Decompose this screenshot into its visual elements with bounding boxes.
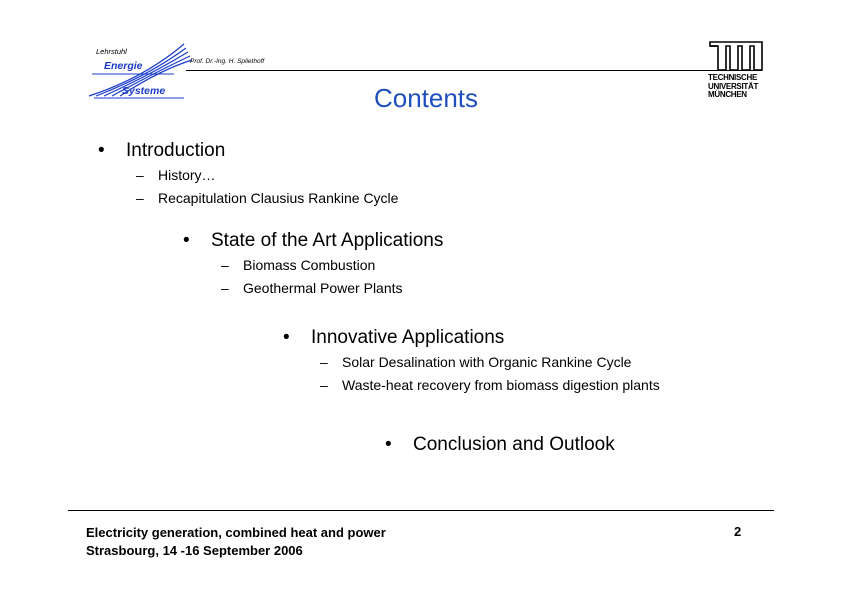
page-title: Contents bbox=[373, 83, 479, 113]
dash-marker: – bbox=[221, 257, 229, 273]
section-label: Conclusion and Outlook bbox=[413, 434, 615, 455]
footer-divider bbox=[68, 510, 774, 511]
footer-event: Electricity generation, combined heat and power bbox=[86, 525, 386, 540]
footer-text bbox=[86, 524, 386, 560]
university-line-1: TECHNISCHE bbox=[708, 73, 758, 82]
section-label: Introduction bbox=[126, 140, 226, 161]
university-line-3: MÜNCHEN bbox=[708, 90, 747, 99]
list-item-label: Recapitulation Clausius Rankine Cycle bbox=[158, 190, 399, 206]
list-item-label: History… bbox=[158, 167, 216, 183]
dash-marker: – bbox=[221, 280, 229, 296]
logo-line-2: Energie bbox=[104, 60, 143, 72]
university-line-2: UNIVERSITÄT bbox=[708, 81, 759, 91]
logo-line-1: Lehrstuhl bbox=[96, 47, 127, 56]
bullet-marker: • bbox=[385, 434, 392, 455]
chair-logo bbox=[84, 40, 194, 100]
bullet-marker: • bbox=[283, 327, 290, 348]
university-logo bbox=[708, 40, 764, 104]
dash-marker: – bbox=[136, 190, 144, 206]
list-item-label: Solar Desalination with Organic Rankine Cycle bbox=[342, 354, 632, 370]
logo-line-3: Systeme bbox=[122, 85, 166, 97]
page-number: 2 bbox=[734, 524, 742, 539]
list-item-label: Geothermal Power Plants bbox=[243, 280, 403, 296]
professor-name: Prof. Dr.-Ing. H. Spliethoff bbox=[190, 58, 265, 65]
tum-logo-icon bbox=[708, 40, 764, 72]
dash-marker: – bbox=[136, 167, 144, 183]
header-divider bbox=[186, 70, 762, 71]
bullet-marker: • bbox=[98, 140, 105, 161]
bullet-marker: • bbox=[183, 230, 190, 251]
dash-marker: – bbox=[320, 354, 328, 370]
dash-marker: – bbox=[320, 377, 328, 393]
section-label: State of the Art Applications bbox=[211, 230, 444, 251]
list-item-label: Biomass Combustion bbox=[243, 257, 376, 273]
list-item-label: Waste-heat recovery from biomass digestion plants bbox=[342, 377, 660, 393]
section-label: Innovative Applications bbox=[311, 327, 505, 348]
footer-location-date: Strasbourg, 14 -16 September 2006 bbox=[86, 543, 303, 558]
